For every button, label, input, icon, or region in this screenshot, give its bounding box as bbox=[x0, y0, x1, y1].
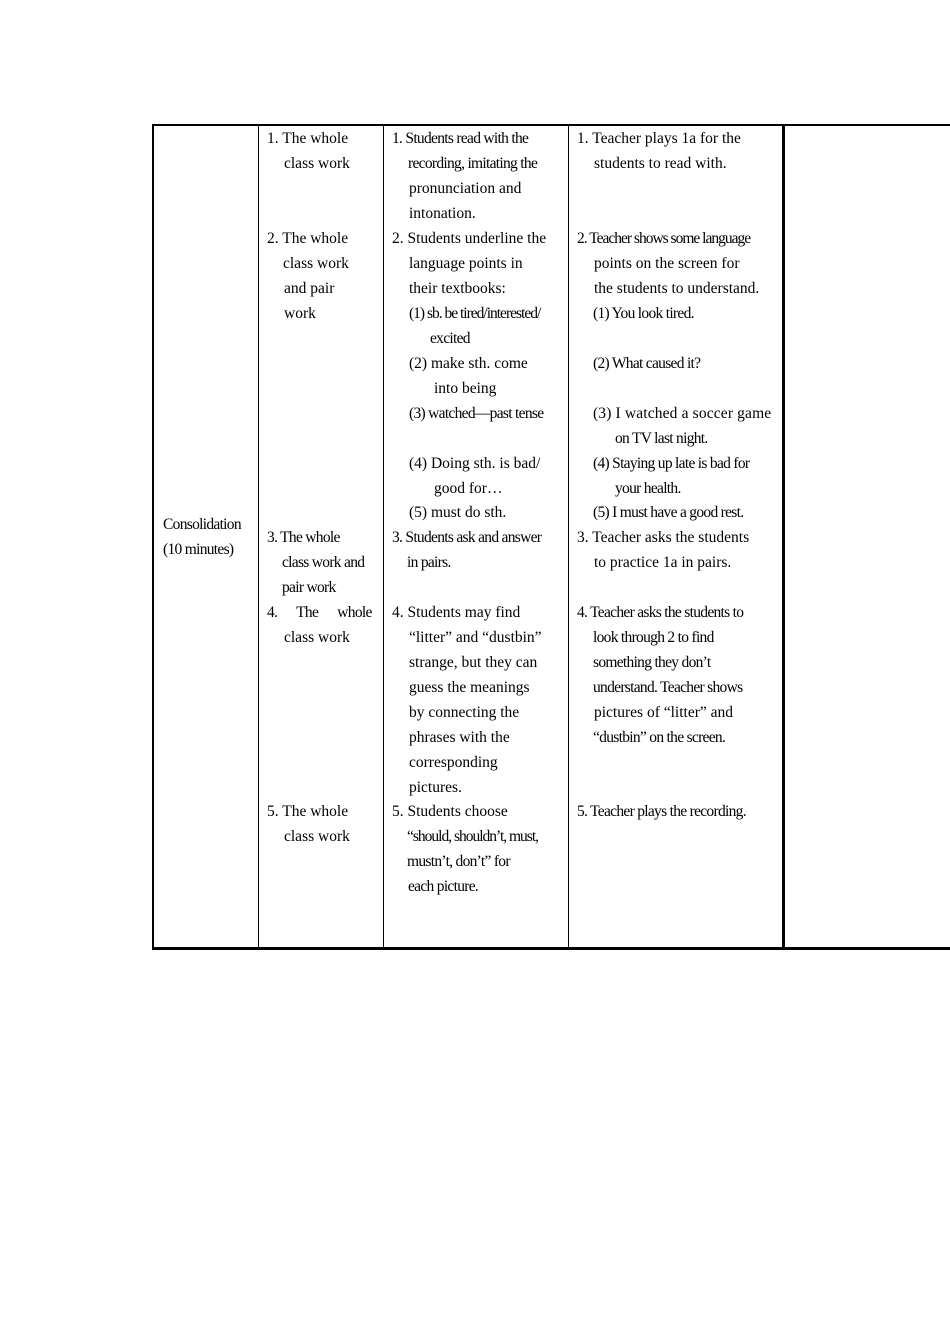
column-divider bbox=[568, 124, 569, 950]
student-activity-text: phrases with the bbox=[409, 729, 510, 746]
student-activity-text: guess the meanings bbox=[409, 679, 530, 696]
teacher-activity-text: the students to understand. bbox=[594, 280, 760, 297]
language-point-text: (2) make sth. come bbox=[409, 355, 528, 372]
example-sentence-text: (4) Staying up late is bad for bbox=[593, 455, 750, 472]
language-point-text: (4) Doing sth. is bad/ bbox=[409, 455, 541, 472]
table-bottom-border bbox=[152, 947, 950, 950]
teacher-activity-text: 1. Teacher plays 1a for the bbox=[577, 130, 741, 147]
student-activity-text: “should, shouldn’t, must, bbox=[407, 828, 539, 845]
example-sentence-text: your health. bbox=[615, 480, 681, 497]
teacher-activity-text: understand. Teacher shows bbox=[593, 679, 743, 696]
teacher-activity-text: students to read with. bbox=[594, 155, 727, 172]
form-text: work bbox=[284, 305, 316, 322]
form-text: 1. The whole bbox=[267, 130, 349, 147]
student-activity-text: pronunciation and bbox=[409, 180, 522, 197]
teacher-activity-text: 4. Teacher asks the students to bbox=[577, 604, 744, 621]
form-text: class work bbox=[284, 828, 350, 845]
student-activity-text: “litter” and “dustbin” bbox=[409, 629, 542, 646]
language-point-text: (1) sb. be tired/interested/ bbox=[409, 305, 541, 322]
student-activity-text: 3. Students ask and answer bbox=[392, 529, 542, 546]
column-divider bbox=[383, 124, 384, 950]
student-activity-text: 1. Students read with the bbox=[392, 130, 529, 147]
student-activity-text: by connecting the bbox=[409, 704, 520, 721]
form-text: pair work bbox=[282, 579, 336, 596]
example-sentence-text: (3) I watched a soccer game bbox=[593, 405, 772, 422]
teacher-activity-text: pictures of “litter” and bbox=[594, 704, 734, 721]
column-divider bbox=[782, 124, 785, 950]
example-sentence-text: (1) You look tired. bbox=[593, 305, 694, 322]
teacher-activity-text: look through 2 to find bbox=[593, 629, 714, 646]
student-activity-text: in pairs. bbox=[407, 554, 451, 571]
form-text: class work bbox=[283, 255, 349, 272]
stage-duration: (10 minutes) bbox=[163, 541, 234, 558]
form-text: and pair bbox=[284, 280, 335, 297]
student-activity-text: recording, imitating the bbox=[408, 155, 538, 172]
student-activity-text: corresponding bbox=[409, 754, 498, 771]
form-text: class work bbox=[284, 629, 350, 646]
example-sentence-text: (5) I must have a good rest. bbox=[593, 504, 744, 521]
teacher-activity-text: 3. Teacher asks the students bbox=[577, 529, 750, 546]
language-point-text: good for… bbox=[434, 480, 503, 497]
student-activity-text: mustn’t, don’t” for bbox=[407, 853, 510, 870]
teacher-activity-text: 5. Teacher plays the recording. bbox=[577, 803, 746, 820]
student-activity-text: each picture. bbox=[408, 878, 479, 895]
language-point-text: excited bbox=[430, 330, 470, 347]
stage-name: Consolidation bbox=[163, 516, 241, 533]
student-activity-text: pictures. bbox=[409, 779, 462, 796]
example-sentence-text: on TV last night. bbox=[615, 430, 708, 447]
column-divider bbox=[258, 124, 259, 950]
student-activity-text: intonation. bbox=[409, 205, 476, 222]
form-text: 4. The whole bbox=[267, 604, 372, 621]
form-text: class work and bbox=[282, 554, 365, 571]
language-point-text: into being bbox=[434, 380, 497, 397]
teacher-activity-text: something they don’t bbox=[593, 654, 711, 671]
student-activity-text: strange, but they can bbox=[409, 654, 538, 671]
language-point-text: (3) watched—past tense bbox=[409, 405, 544, 422]
teacher-activity-text: to practice 1a in pairs. bbox=[594, 554, 732, 571]
student-activity-text: their textbooks: bbox=[409, 280, 506, 297]
student-activity-text: 5. Students choose bbox=[392, 803, 508, 820]
teacher-activity-text: “dustbin” on the screen. bbox=[593, 729, 726, 746]
form-text: 5. The whole bbox=[267, 803, 349, 820]
student-activity-text: 2. Students underline the bbox=[392, 230, 547, 247]
form-text: 3. The whole bbox=[267, 529, 340, 546]
form-text: 2. The whole bbox=[267, 230, 349, 247]
form-text: class work bbox=[284, 155, 350, 172]
example-sentence-text: (2) What caused it? bbox=[593, 355, 701, 372]
student-activity-text: 4. Students may find bbox=[392, 604, 521, 621]
teacher-activity-text: 2. Teacher shows some language bbox=[577, 230, 751, 247]
teacher-activity-text: points on the screen for bbox=[594, 255, 740, 272]
language-point-text: (5) must do sth. bbox=[409, 504, 507, 521]
table-left-border bbox=[152, 124, 154, 950]
student-activity-text: language points in bbox=[409, 255, 523, 272]
